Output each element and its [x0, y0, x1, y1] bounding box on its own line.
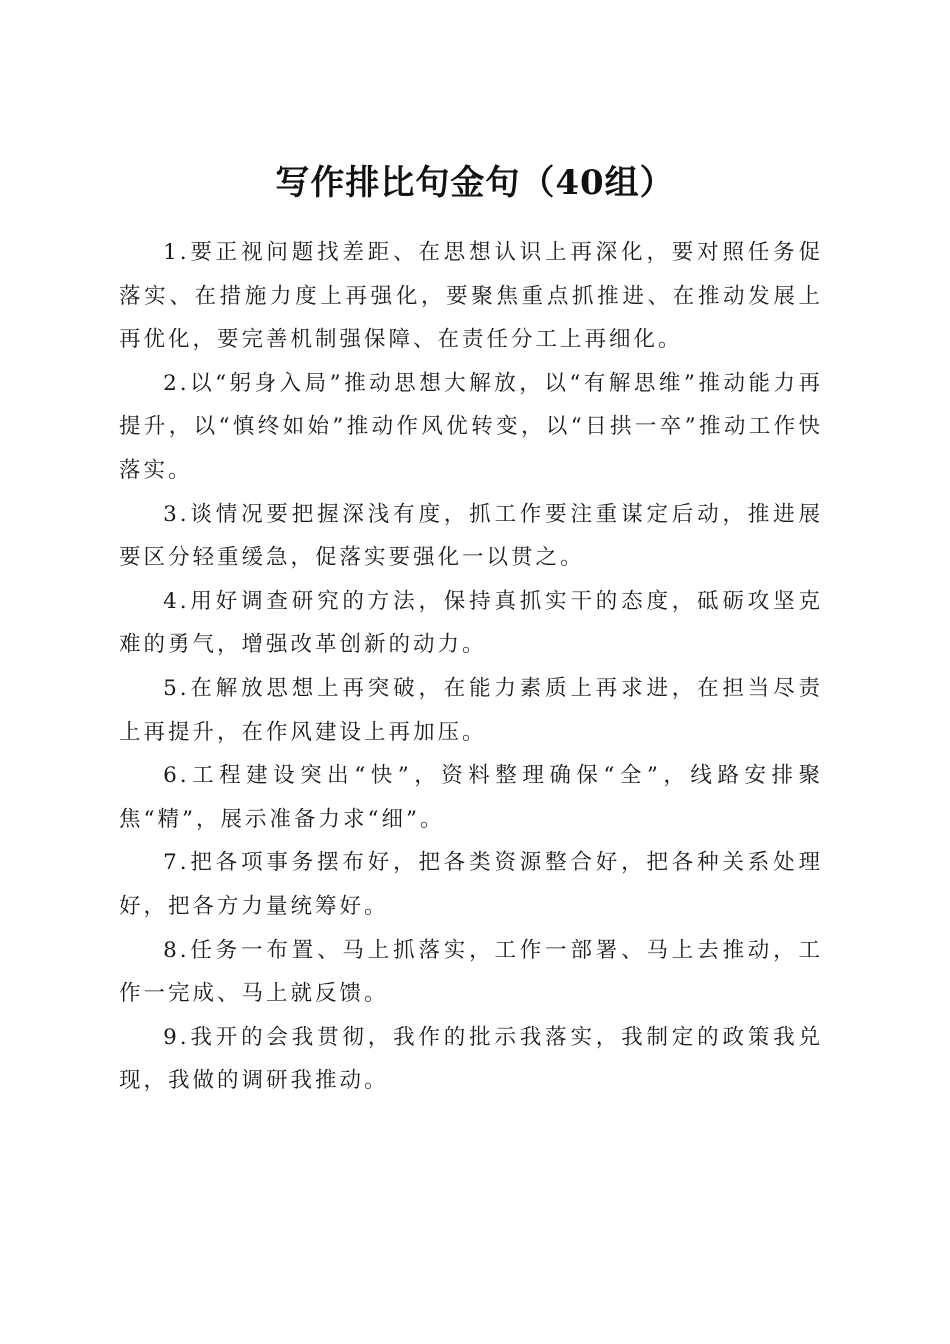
list-item: 8.任务一布置、马上抓落实，工作一部署、马上去推动，工作一完成、马上就反馈。	[119, 937, 823, 1007]
list-item: 9.我开的会我贯彻，我作的批示我落实，我制定的政策我兑现，我做的调研我推动。	[119, 1024, 823, 1094]
list-item: 4.用好调查研究的方法，保持真抓实干的态度，砥砺攻坚克难的勇气，增强改革创新的动力。	[119, 588, 823, 658]
list-item: 2.以“躬身入局”推动思想大解放，以“有解思维”推动能力再提升，以“慎终如始”推动作风优转变，以“日拱一卒”推动工作快落实。	[119, 370, 823, 483]
document-body	[119, 231, 823, 1103]
list-item: 7.把各项事务摆布好，把各类资源整合好，把各种关系处理好，把各方力量统筹好。	[119, 850, 823, 919]
list-item: 6.工程建设突出“快”，资料整理确保“全”，线路安排聚焦“精”，展示准备力求“细”。	[119, 763, 823, 832]
list-item: 5.在解放思想上再突破，在能力素质上再求进，在担当尽责上再提升，在作风建设上再加压。	[119, 675, 823, 745]
list-item: 1.要正视问题找差距、在思想认识上再深化，要对照任务促落实、在措施力度上再强化，要聚焦重点抓推进、在推动发展上再优化，要完善机制强保障、在责任分工上再细化。	[119, 240, 823, 353]
list-item: 3.谈情况要把握深浅有度，抓工作要注重谋定后动，推进展要区分轻重缓急，促落实要强化一以贯之。	[119, 501, 823, 571]
page-title: 写作排比句金句（40组）	[275, 162, 675, 203]
